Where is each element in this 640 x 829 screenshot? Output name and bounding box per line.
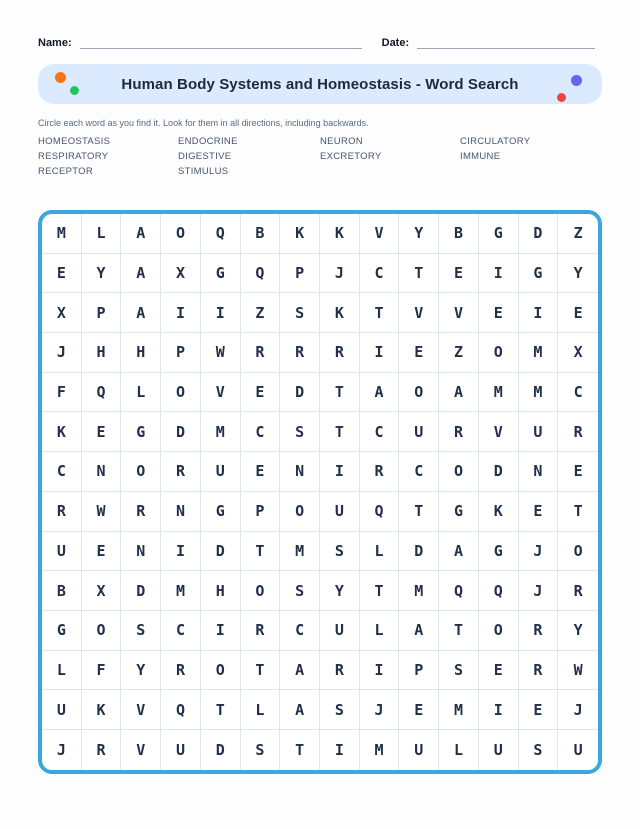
grid-cell-r1-c3[interactable]: A (121, 214, 161, 254)
grid-cell-r1-c12[interactable]: G (479, 214, 519, 254)
grid-cell-r5-c2[interactable]: Q (82, 373, 122, 413)
grid-cell-r11-c3[interactable]: S (121, 611, 161, 651)
grid-cell-r10-c7[interactable]: S (280, 571, 320, 611)
grid-cell-r8-c14[interactable]: T (558, 492, 598, 532)
word-list-column-1 (38, 134, 178, 179)
grid-cell-r4-c13[interactable]: M (519, 333, 559, 373)
grid-cell-r9-c3[interactable]: N (121, 532, 161, 572)
grid-cell-r13-c11[interactable]: M (439, 690, 479, 730)
grid-cell-r12-c13[interactable]: R (519, 651, 559, 691)
grid-cell-r9-c5[interactable]: D (201, 532, 241, 572)
grid-cell-r13-c1[interactable]: U (42, 690, 82, 730)
grid-cell-r12-c1[interactable]: L (42, 651, 82, 691)
grid-cell-r12-c3[interactable]: Y (121, 651, 161, 691)
grid-cell-r4-c8[interactable]: R (320, 333, 360, 373)
grid-cell-r3-c7[interactable]: S (280, 293, 320, 333)
grid-cell-r1-c13[interactable]: D (519, 214, 559, 254)
grid-cell-r2-c10[interactable]: T (399, 254, 439, 294)
grid-cell-r8-c2[interactable]: W (82, 492, 122, 532)
grid-cell-r6-c5[interactable]: M (201, 412, 241, 452)
grid-cell-r4-c2[interactable]: H (82, 333, 122, 373)
grid-cell-r10-c5[interactable]: H (201, 571, 241, 611)
grid-cell-r13-c2[interactable]: K (82, 690, 122, 730)
grid-cell-r6-c1[interactable]: K (42, 412, 82, 452)
grid-cell-r8-c6[interactable]: P (241, 492, 281, 532)
grid-cell-r10-c3[interactable]: D (121, 571, 161, 611)
grid-cell-r14-c6[interactable]: S (241, 730, 281, 770)
grid-cell-r5-c5[interactable]: V (201, 373, 241, 413)
grid-cell-r14-c2[interactable]: R (82, 730, 122, 770)
grid-cell-r8-c7[interactable]: O (280, 492, 320, 532)
grid-cell-r5-c14[interactable]: C (558, 373, 598, 413)
grid-cell-r9-c13[interactable]: J (519, 532, 559, 572)
grid-cell-r5-c13[interactable]: M (519, 373, 559, 413)
grid-cell-r7-c1[interactable]: C (42, 452, 82, 492)
instructions-text: Circle each word as you find it. Look for them in all directions, including backwards. (38, 118, 369, 128)
grid-cell-r11-c12[interactable]: O (479, 611, 519, 651)
word-neuron: NEURON (320, 136, 363, 147)
grid-cell-r2-c6[interactable]: Q (241, 254, 281, 294)
word-respiratory: RESPIRATORY (38, 151, 109, 162)
grid-cell-r12-c11[interactable]: S (439, 651, 479, 691)
grid-cell-r12-c4[interactable]: R (161, 651, 201, 691)
grid-cell-r3-c13[interactable]: I (519, 293, 559, 333)
grid-cell-r12-c10[interactable]: P (399, 651, 439, 691)
grid-cell-r3-c12[interactable]: E (479, 293, 519, 333)
grid-cell-r9-c11[interactable]: A (439, 532, 479, 572)
grid-cell-r3-c1[interactable]: X (42, 293, 82, 333)
grid-cell-r7-c3[interactable]: O (121, 452, 161, 492)
word-digestive: DIGESTIVE (178, 151, 232, 162)
grid-cell-r6-c3[interactable]: G (121, 412, 161, 452)
grid-cell-r1-c6[interactable]: B (241, 214, 281, 254)
grid-cell-r12-c2[interactable]: F (82, 651, 122, 691)
grid-cell-r6-c6[interactable]: C (241, 412, 281, 452)
grid-cell-r5-c4[interactable]: O (161, 373, 201, 413)
grid-cell-r6-c2[interactable]: E (82, 412, 122, 452)
grid-cell-r13-c3[interactable]: V (121, 690, 161, 730)
grid-cell-r6-c12[interactable]: V (479, 412, 519, 452)
grid-cell-r13-c6[interactable]: L (241, 690, 281, 730)
grid-cell-r6-c11[interactable]: R (439, 412, 479, 452)
grid-cell-r13-c13[interactable]: E (519, 690, 559, 730)
grid-cell-r14-c11[interactable]: L (439, 730, 479, 770)
grid-cell-r2-c11[interactable]: E (439, 254, 479, 294)
grid-cell-r7-c8[interactable]: I (320, 452, 360, 492)
grid-cell-r7-c6[interactable]: E (241, 452, 281, 492)
grid-cell-r11-c9[interactable]: L (360, 611, 400, 651)
grid-cell-r10-c8[interactable]: Y (320, 571, 360, 611)
grid-cell-r11-c1[interactable]: G (42, 611, 82, 651)
grid-cell-r8-c1[interactable]: R (42, 492, 82, 532)
title-banner (38, 64, 602, 104)
grid-cell-r9-c2[interactable]: E (82, 532, 122, 572)
indigo-dot-icon (571, 75, 582, 86)
grid-cell-r1-c11[interactable]: B (439, 214, 479, 254)
grid-cell-r6-c10[interactable]: U (399, 412, 439, 452)
grid-cell-r3-c11[interactable]: V (439, 293, 479, 333)
word-excretory: EXCRETORY (320, 151, 382, 162)
grid-cell-r4-c12[interactable]: O (479, 333, 519, 373)
grid-cell-r7-c13[interactable]: N (519, 452, 559, 492)
grid-cell-r12-c14[interactable]: W (558, 651, 598, 691)
grid-cell-r4-c11[interactable]: Z (439, 333, 479, 373)
grid-cell-r4-c10[interactable]: E (399, 333, 439, 373)
name-label: Name: (38, 37, 72, 49)
grid-cell-r5-c6[interactable]: E (241, 373, 281, 413)
grid-cell-r14-c9[interactable]: M (360, 730, 400, 770)
grid-cell-r10-c6[interactable]: O (241, 571, 281, 611)
grid-cell-r3-c6[interactable]: Z (241, 293, 281, 333)
grid-cell-r14-c5[interactable]: D (201, 730, 241, 770)
grid-cell-r12-c12[interactable]: E (479, 651, 519, 691)
red-dot-icon (557, 93, 566, 102)
grid-cell-r5-c7[interactable]: D (280, 373, 320, 413)
grid-cell-r10-c11[interactable]: Q (439, 571, 479, 611)
grid-cell-r8-c8[interactable]: U (320, 492, 360, 532)
grid-cell-r3-c8[interactable]: K (320, 293, 360, 333)
green-dot-icon (70, 86, 79, 95)
date-label: Date: (381, 37, 410, 49)
grid-cell-r1-c14[interactable]: Z (558, 214, 598, 254)
word-immune: IMMUNE (460, 151, 501, 162)
grid-cell-r11-c2[interactable]: O (82, 611, 122, 651)
grid-cell-r11-c7[interactable]: C (280, 611, 320, 651)
grid-cell-r3-c4[interactable]: I (161, 293, 201, 333)
grid-cell-r8-c4[interactable]: N (161, 492, 201, 532)
grid-cell-r14-c14[interactable]: U (573, 740, 583, 759)
name-date-header (38, 33, 602, 49)
grid-cell-r7-c14[interactable]: E (558, 452, 598, 492)
word-search-grid (38, 210, 602, 774)
grid-cell-r10-c1[interactable]: B (42, 571, 82, 611)
grid-cell-r5-c9[interactable]: A (360, 373, 400, 413)
orange-dot-icon (55, 72, 66, 83)
grid-cell-r12-c8[interactable]: R (320, 651, 360, 691)
grid-cell-r9-c8[interactable]: S (320, 532, 360, 572)
word-homeostasis: HOMEOSTASIS (38, 136, 111, 147)
grid-cell-r7-c7[interactable]: N (280, 452, 320, 492)
grid-cell-r1-c10[interactable]: Y (399, 214, 439, 254)
grid-cell-r14-c13[interactable]: S (519, 730, 559, 770)
grid-cell-r14-c1[interactable]: J (42, 730, 82, 770)
grid-cell-r14-c7[interactable]: T (280, 730, 320, 770)
grid-cell-r10-c4[interactable]: M (161, 571, 201, 611)
grid-cell-r10-c2[interactable]: X (82, 571, 122, 611)
grid-cell-r11-c10[interactable]: A (399, 611, 439, 651)
grid-cell-r6-c8[interactable]: T (320, 412, 360, 452)
page-title: Human Body Systems and Homeostasis - Word Search (121, 75, 519, 93)
grid-cell-r8-c3[interactable]: R (121, 492, 161, 532)
date-input-line[interactable] (417, 35, 595, 49)
grid-cell-r8-c13[interactable]: E (519, 492, 559, 532)
grid-cell-r4-c7[interactable]: R (280, 333, 320, 373)
grid-cell-r11-c5[interactable]: I (201, 611, 241, 651)
grid-cell-r13-c8[interactable]: S (320, 690, 360, 730)
grid-cell-r2-c1[interactable]: E (42, 254, 82, 294)
grid-cell-r2-c13[interactable]: G (519, 254, 559, 294)
grid-cell-r5-c12[interactable]: M (479, 373, 519, 413)
grid-cell-r2-c3[interactable]: A (121, 254, 161, 294)
grid-cell-r9-c14[interactable]: O (558, 532, 598, 572)
grid-cell-r3-c3[interactable]: A (121, 293, 161, 333)
grid-cell-r7-c10[interactable]: C (399, 452, 439, 492)
grid-cell-r1-c4[interactable]: O (161, 214, 201, 254)
grid-cell-r6-c7[interactable]: S (280, 412, 320, 452)
grid-cell-r13-c10[interactable]: E (399, 690, 439, 730)
grid-cell-r9-c9[interactable]: L (360, 532, 400, 572)
grid-cell-r1-c7[interactable]: K (280, 214, 320, 254)
grid-cell-r11-c4[interactable]: C (161, 611, 201, 651)
word-endocrine: ENDOCRINE (178, 136, 238, 147)
word-list (38, 134, 602, 179)
grid-cell-r2-c12[interactable]: I (479, 254, 519, 294)
grid-cell-r13-c14[interactable]: J (558, 690, 598, 730)
grid-cell-r5-c1[interactable]: F (42, 373, 82, 413)
grid-cell-r13-c9[interactable]: J (360, 690, 400, 730)
grid-cell-r10-c13[interactable]: J (519, 571, 559, 611)
grid-cell-r4-c9[interactable]: I (360, 333, 400, 373)
grid-cell-r14-c4[interactable]: U (161, 730, 201, 770)
word-list-column-4 (460, 134, 602, 179)
grid-cell-r9-c7[interactable]: M (280, 532, 320, 572)
word-list-column-2 (178, 134, 320, 179)
grid-cell-r14-c3[interactable]: V (121, 730, 161, 770)
word-receptor: RECEPTOR (38, 166, 94, 177)
grid-cell-r11-c14[interactable]: Y (558, 611, 598, 651)
grid-cell-r7-c2[interactable]: N (82, 452, 122, 492)
grid-cell-r1-c8[interactable]: K (320, 214, 360, 254)
grid-cell-r8-c10[interactable]: T (399, 492, 439, 532)
grid-cell-r2-c14[interactable]: Y (558, 254, 598, 294)
grid-cell-r12-c6[interactable]: T (241, 651, 281, 691)
grid-cell-r10-c14[interactable]: R (558, 571, 598, 611)
grid-cell-r9-c1[interactable]: U (42, 532, 82, 572)
grid-cell-r4-c14[interactable]: X (558, 333, 598, 373)
grid-cell-r5-c8[interactable]: T (320, 373, 360, 413)
grid-cell-r4-c5[interactable]: W (201, 333, 241, 373)
grid-cell-r4-c4[interactable]: P (161, 333, 201, 373)
grid-cell-r10-c9[interactable]: T (360, 571, 400, 611)
grid-cell-r1-c5[interactable]: Q (201, 214, 241, 254)
grid-cell-r14-c10[interactable]: U (399, 730, 439, 770)
grid-cell-r6-c4[interactable]: D (161, 412, 201, 452)
grid-cell-r11-c6[interactable]: R (241, 611, 281, 651)
grid-cell-r6-c9[interactable]: C (360, 412, 400, 452)
grid-cell-r7-c4[interactable]: R (161, 452, 201, 492)
grid-cell-r7-c11[interactable]: O (439, 452, 479, 492)
grid-cell-r8-c12[interactable]: K (479, 492, 519, 532)
grid-cell-r9-c12[interactable]: G (479, 532, 519, 572)
grid-cell-r12-c7[interactable]: A (280, 651, 320, 691)
grid-cell-r2-c8[interactable]: J (320, 254, 360, 294)
grid-cell-r7-c12[interactable]: D (479, 452, 519, 492)
word-stimulus: STIMULUS (178, 166, 229, 177)
word-list-column-3 (320, 134, 460, 179)
grid-cell-r13-c4[interactable]: Q (161, 690, 201, 730)
grid-cell-r6-c14[interactable]: R (558, 412, 598, 452)
grid-cell-r6-c13[interactable]: U (519, 412, 559, 452)
grid-cell-r11-c8[interactable]: U (320, 611, 360, 651)
grid-cell-r3-c9[interactable]: T (360, 293, 400, 333)
grid-cell-r5-c10[interactable]: O (399, 373, 439, 413)
grid-cell-r1-c2[interactable]: L (82, 214, 122, 254)
grid-cell-r11-c11[interactable]: T (439, 611, 479, 651)
grid-cell-r10-c12[interactable]: Q (479, 571, 519, 611)
grid-cell-r7-c9[interactable]: R (360, 452, 400, 492)
grid-cell-r13-c5[interactable]: T (201, 690, 241, 730)
grid-cell-r4-c6[interactable]: R (241, 333, 281, 373)
grid-cell-r3-c2[interactable]: P (82, 293, 122, 333)
grid-cell-r8-c5[interactable]: G (201, 492, 241, 532)
grid-cell-r2-c4[interactable]: X (161, 254, 201, 294)
grid-cell-r5-c11[interactable]: A (439, 373, 479, 413)
grid-cell-r1-c9[interactable]: V (360, 214, 400, 254)
grid-cell-r11-c13[interactable]: R (519, 611, 559, 651)
grid-cell-r3-c10[interactable]: V (399, 293, 439, 333)
grid-cell-r3-c14[interactable]: E (558, 293, 598, 333)
grid-cell-r13-c12[interactable]: I (479, 690, 519, 730)
grid-cell-r12-c5[interactable]: O (201, 651, 241, 691)
grid-cell-r9-c4[interactable]: I (161, 532, 201, 572)
grid-cell-r7-c5[interactable]: U (201, 452, 241, 492)
grid-cell-r2-c5[interactable]: G (201, 254, 241, 294)
grid-cell-r2-c7[interactable]: P (280, 254, 320, 294)
grid-cell-r2-c2[interactable]: Y (82, 254, 122, 294)
grid-cell-r10-c10[interactable]: M (399, 571, 439, 611)
grid-cell-r14-c8[interactable]: I (320, 730, 360, 770)
grid-cell-r8-c9[interactable]: Q (360, 492, 400, 532)
grid-cell-r2-c9[interactable]: C (360, 254, 400, 294)
grid-cell-r5-c3[interactable]: L (121, 373, 161, 413)
grid-cell-r14-c12[interactable]: U (479, 730, 519, 770)
word-circulatory: CIRCULATORY (460, 136, 531, 147)
grid-cell-r3-c5[interactable]: I (201, 293, 241, 333)
name-input-line[interactable] (80, 35, 362, 49)
grid-cell-r8-c11[interactable]: G (439, 492, 479, 532)
grid-cell-r12-c9[interactable]: I (360, 651, 400, 691)
grid-cell-r9-c6[interactable]: T (241, 532, 281, 572)
grid-cell-r9-c10[interactable]: D (399, 532, 439, 572)
grid-cell-r4-c1[interactable]: J (42, 333, 82, 373)
grid-cell-r1-c1[interactable]: M (42, 214, 82, 254)
grid-cell-r4-c3[interactable]: H (121, 333, 161, 373)
grid-cell-r13-c7[interactable]: A (280, 690, 320, 730)
